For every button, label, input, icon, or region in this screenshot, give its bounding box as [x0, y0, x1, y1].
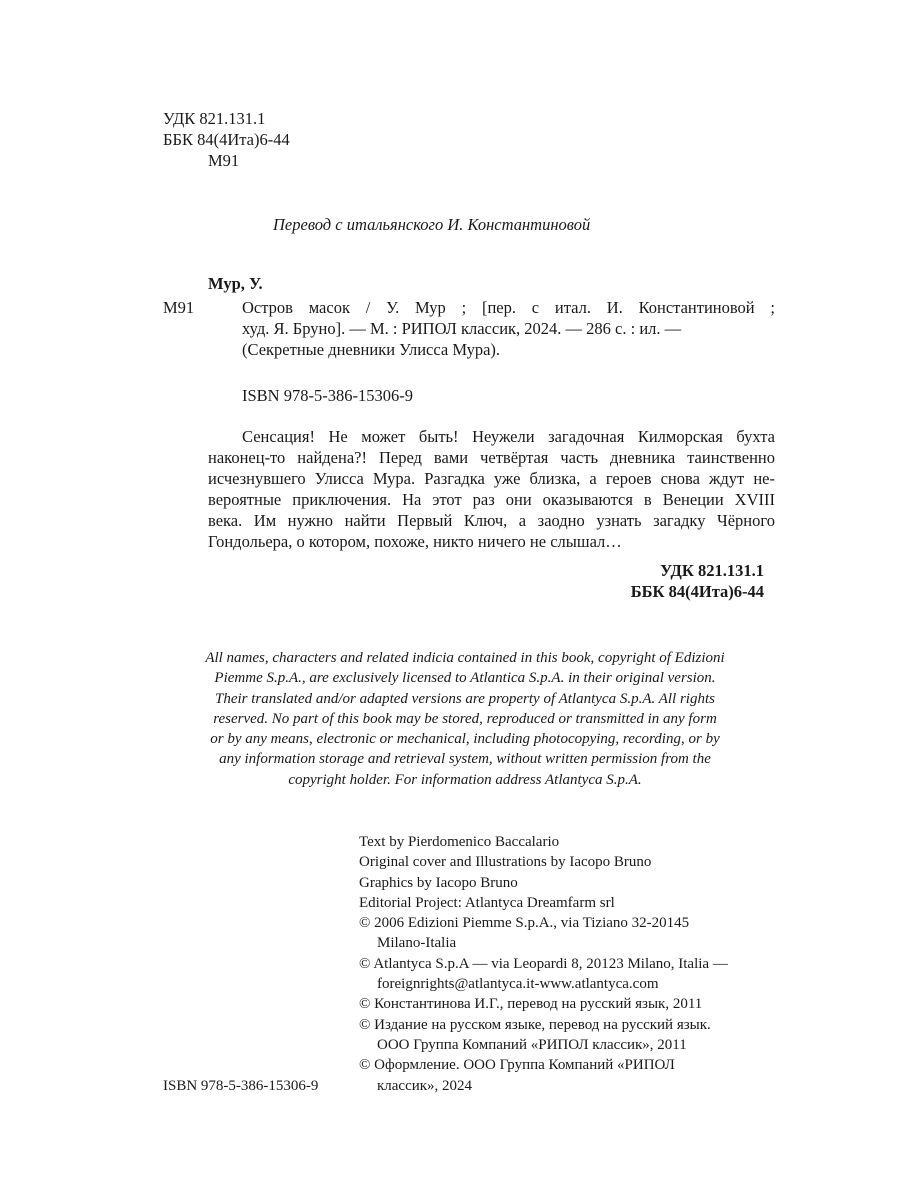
credit-line: © Издание на русском языке, перевод на русский язык. [359, 1016, 711, 1033]
rights-line: Their translated and/or adapted versions are property of Atlantyca S.p.A. All rights [215, 690, 715, 707]
credits-block [359, 832, 779, 1096]
annotation-line: Гондольера, о котором, похоже, никто ничего не слышал… [208, 532, 622, 551]
bibliographic-description [242, 297, 775, 360]
bottom-isbn: ISBN 978-5-386-15306-9 [163, 1078, 319, 1094]
rights-notice [150, 648, 780, 790]
catalog-author: Мур, У. [208, 274, 263, 293]
credit-line: © Atlantyca S.p.A — via Leopardi 8, 20123 Milano, Italia — [359, 955, 728, 972]
annotation-line: Сенсация! Не может быть! Неужели загадочная Килморская бухта [242, 427, 775, 446]
annotation-line: наконец-то найдена?! Перед вами четвёртая часть дневника таинственно [208, 448, 775, 467]
credit-line: © Константинова И.Г., перевод на русский язык, 2011 [359, 996, 703, 1013]
author-mark: М91 [208, 151, 240, 170]
translator-note: Перевод с итальянского И. Константиновой [273, 215, 591, 234]
rights-line: Piemme S.p.A., are exclusively licensed to Atlantica S.p.A. in their original version. [214, 670, 716, 687]
annotation-line: исчезнувшего Улисса Мура. Разгадка уже близка, а героев снова ждут не- [208, 469, 775, 488]
catalog-isbn: ISBN 978-5-386-15306-9 [242, 386, 413, 405]
credit-line: © 2006 Edizioni Piemme S.p.A., via Tiziano 32-20145 [359, 915, 690, 932]
credit-line-continued: классик», 2024 [377, 1077, 473, 1094]
annotation [208, 426, 775, 552]
udk-code: УДК 821.131.1 [163, 109, 266, 128]
credit-line: Original cover and Illustrations by Iacopo Bruno [359, 854, 652, 871]
annotation-line: века. Им нужно найти Первый Ключ, а заодно узнать загадку Чёрного [208, 511, 775, 530]
biblio-line: худ. Я. Бруно]. — М. : РИПОЛ классик, 2024. — 286 с. : ил. — [242, 319, 682, 338]
credit-line-continued: Milano-Italia [377, 935, 457, 952]
rights-line: copyright holder. For information address Atlantyca S.p.A. [288, 771, 642, 788]
biblio-line: Остров масок / У. Мур ; [пер. с итал. И. Константиновой ; [242, 298, 775, 317]
classification-block [163, 108, 290, 171]
rights-line: reserved. No part of this book may be stored, reproduced or transmitted in any form [213, 710, 717, 727]
credit-line: © Оформление. ООО Группа Компаний «РИПОЛ [359, 1057, 675, 1074]
bbk-code: ББК 84(4Ита)6-44 [163, 130, 290, 149]
catalog-author-mark: М91 [163, 298, 195, 317]
annotation-line: вероятные приключения. На этот раз они оказываются в Венеции XVIII [208, 490, 775, 509]
rights-line: or by any means, electronic or mechanical, including photocopying, recording, or by [210, 731, 720, 748]
rights-line: All names, characters and related indicia contained in this book, copyright of Edizioni [205, 650, 725, 666]
biblio-line: (Секретные дневники Улисса Мура). [242, 340, 501, 359]
credit-line: Text by Pierdomenico Baccalario [359, 834, 560, 850]
footer-udk: УДК 821.131.1 [660, 561, 764, 580]
credit-line: Editorial Project: Atlantyca Dreamfarm srl [359, 894, 615, 911]
rights-line: any information storage and retrieval system, without written permission from the [219, 751, 711, 768]
credit-line-continued: ООО Группа Компаний «РИПОЛ классик», 2011 [377, 1036, 687, 1053]
footer-bbk: ББК 84(4Ита)6-44 [630, 582, 764, 601]
credit-line-continued: foreignrights@atlantyca.it-www.atlantyca.com [377, 976, 659, 993]
credit-line: Graphics by Iacopo Bruno [359, 874, 518, 891]
footer-classification [631, 560, 764, 602]
